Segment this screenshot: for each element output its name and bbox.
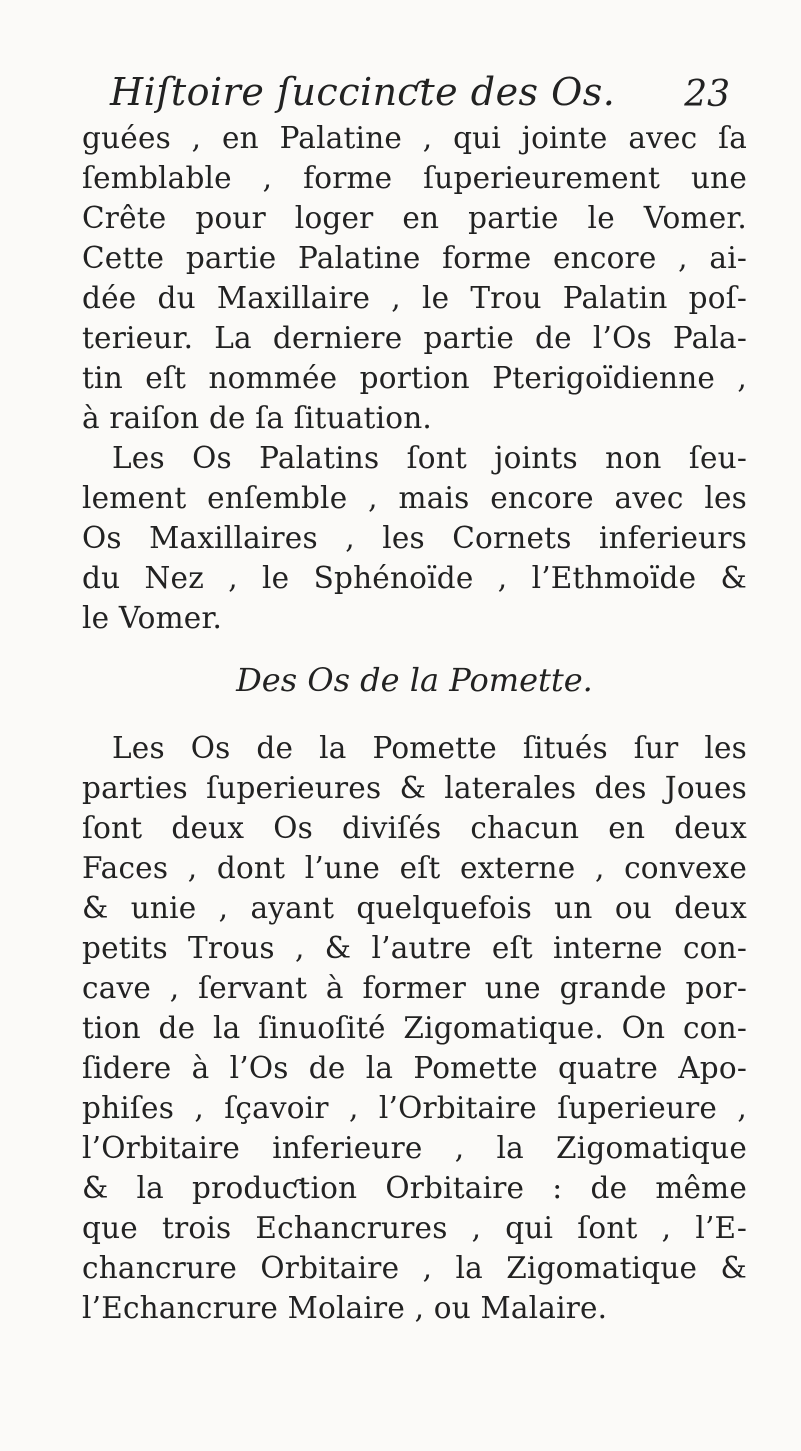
text-line: terieur. La derniere partie de l’Os Pala- [82, 321, 747, 355]
text-line: Les Os de la Pomette ſitués ſur les [112, 731, 747, 765]
text-line: ſidere à l’Os de la Pomette quatre Apo- [82, 1051, 747, 1085]
text-line: l’Echancrure Molaire , ou Malaire. [82, 1291, 608, 1325]
text-line: & unie , ayant quelquefois un ou deux [82, 891, 747, 925]
text-line: phiſes , ſçavoir , l’Orbitaire ſuperieure , [82, 1091, 747, 1125]
text-line: parties ſuperieures & laterales des Joues [82, 771, 747, 805]
text-line: Les Os Palatins ſont joints non ſeu- [112, 441, 747, 475]
text-line: Cette partie Palatine forme encore , ai- [82, 241, 747, 275]
text-line: à raiſon de ſa ſituation. [82, 401, 432, 435]
text-line: Faces , dont l’une eſt externe , convexe [82, 851, 747, 885]
text-line: & la produƈtion Orbitaire : de même [82, 1171, 747, 1205]
text-line: guées , en Palatine , qui jointe avec ſa [82, 121, 747, 155]
text-line: petits Trous , & l’autre eſt interne con- [82, 931, 747, 965]
text-line: ſont deux Os diviſés chacun en deux [82, 811, 747, 845]
page-header [110, 70, 730, 122]
text-line: chancrure Orbitaire , la Zigomatique & [82, 1251, 747, 1285]
text-line: le Vomer. [82, 601, 223, 635]
text-line: Crête pour loger en partie le Vomer. [82, 201, 747, 235]
text-line: tin eſt nommée portion Pterigoïdienne , [82, 361, 747, 395]
text-line: l’Orbitaire inferieure , la Zigomatique [82, 1131, 747, 1165]
section-heading: Des Os de la Pomette. [236, 661, 593, 699]
text-line: lement enſemble , mais encore avec les [82, 481, 747, 515]
text-line: ſemblable , forme ſuperieurement une [82, 161, 747, 195]
text-line: Os Maxillaires , les Cornets inferieurs [82, 521, 747, 555]
text-line: dée du Maxillaire , le Trou Palatin poſ- [82, 281, 747, 315]
text-line: que trois Echancrures , qui ſont , l’E- [82, 1211, 747, 1245]
page-number: 23 [684, 74, 730, 115]
text-line: du Nez , le Sphénoïde , l’Ethmoïde & [82, 561, 747, 595]
text-line: cave , ſervant à former une grande por- [82, 971, 747, 1005]
text-line: tion de la ſinuoſité Zigomatique. On con- [82, 1011, 747, 1045]
running-title: Hiſtoire ſuccinƈte des Os. [110, 70, 616, 114]
